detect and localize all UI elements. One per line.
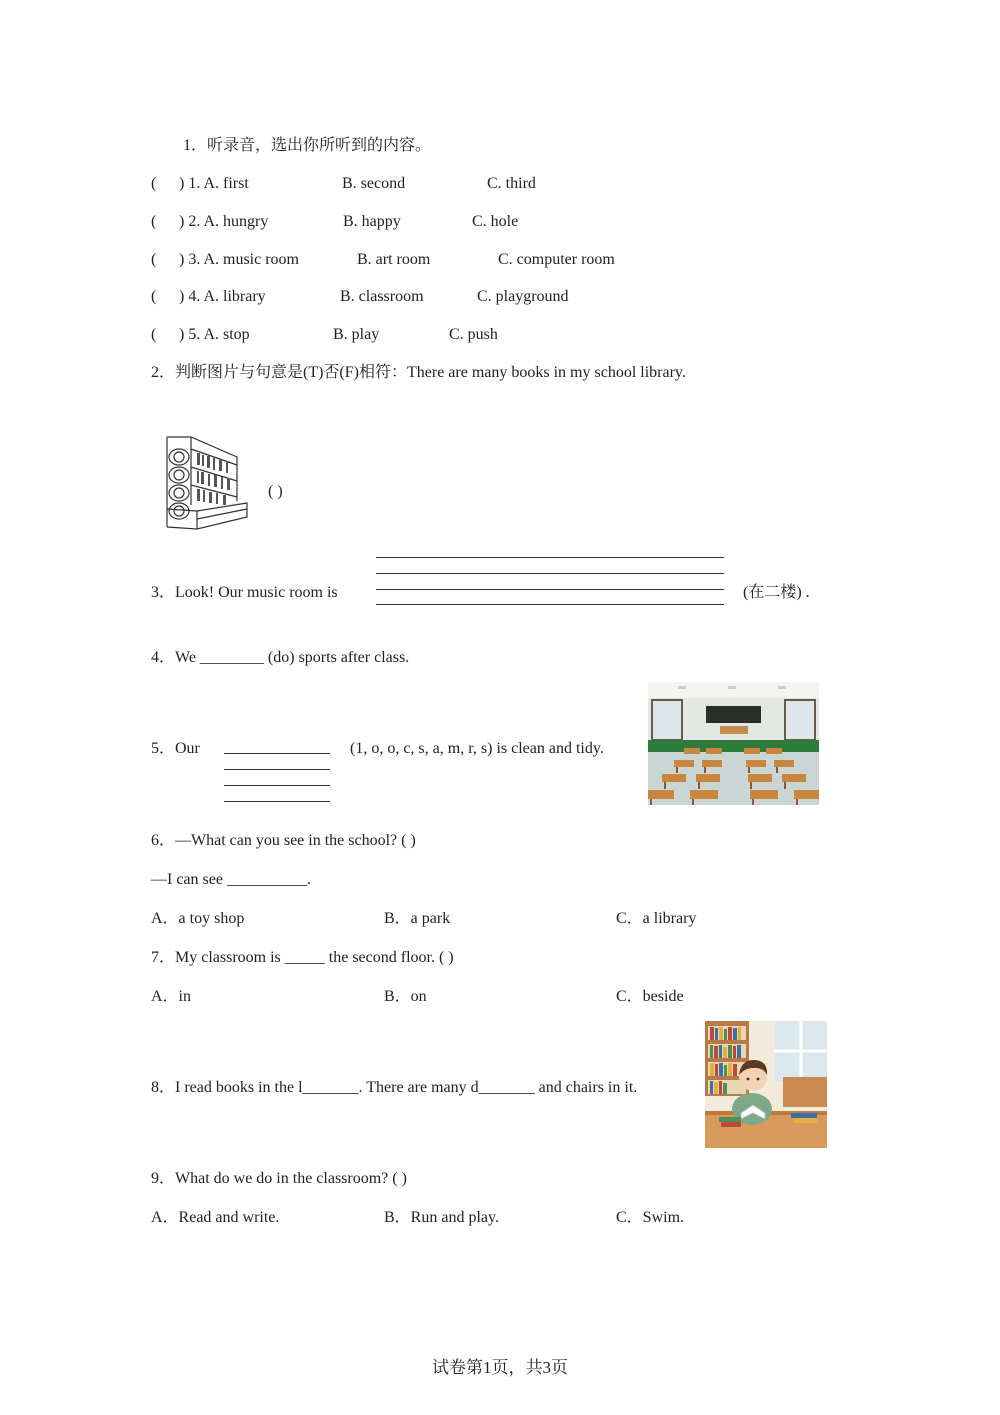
answer-line[interactable]	[376, 557, 724, 558]
answer-line[interactable]	[224, 801, 330, 802]
option-c: C. push	[449, 326, 498, 343]
option-b: B. play	[333, 326, 380, 343]
q6-option-b[interactable]: B．a park	[384, 910, 451, 927]
library-image	[705, 1021, 827, 1148]
option-c: C. playground	[477, 288, 569, 305]
option-c: C. hole	[472, 213, 519, 230]
option-a: ) 1. A. first	[179, 175, 249, 192]
q7-option-a[interactable]: A．in	[151, 988, 192, 1005]
option-b: B. happy	[343, 213, 401, 230]
page-footer: 试卷第1页，共3页	[432, 1358, 568, 1377]
option-c: C. computer room	[498, 251, 615, 268]
answer-line[interactable]	[376, 604, 724, 605]
answer-paren[interactable]: (	[151, 326, 157, 343]
bookshelf-image	[163, 435, 251, 532]
q5-hint: (1, o, o, c, s, a, m, r, s) is clean and tidy.	[350, 740, 604, 757]
option-b: B. art room	[357, 251, 431, 268]
q4-text: 4．We ________ (do) sports after class.	[151, 649, 410, 666]
option-b: B. second	[342, 175, 406, 192]
option-b: B. classroom	[340, 288, 424, 305]
option-a: ) 4. A. library	[179, 288, 266, 305]
answer-paren[interactable]: (	[151, 251, 157, 268]
q3-hint: (在二楼) .	[743, 584, 810, 601]
q3-text: 3．Look! Our music room is	[151, 584, 338, 601]
option-a: ) 2. A. hungry	[179, 213, 269, 230]
q6-answer-line: —I can see __________.	[151, 871, 311, 888]
answer-line[interactable]	[376, 573, 724, 574]
answer-line[interactable]	[376, 589, 724, 590]
q2-title: 2．判断图片与句意是(T)否(F)相符：There are many books in my school library.	[151, 364, 686, 381]
q8-text: 8．I read books in the l_______. There are many d_______ and chairs in it.	[151, 1079, 638, 1096]
answer-paren[interactable]: (	[151, 213, 157, 230]
q9-option-c[interactable]: C．Swim.	[616, 1209, 685, 1226]
q9-option-a[interactable]: A．Read and write.	[151, 1209, 280, 1226]
option-a: ) 3. A. music room	[179, 251, 299, 268]
classroom-image	[648, 682, 819, 805]
q9-question: 9．What do we do in the classroom? ( )	[151, 1170, 407, 1187]
answer-paren[interactable]: (	[151, 288, 157, 305]
q9-option-b[interactable]: B．Run and play.	[384, 1209, 499, 1226]
answer-line[interactable]	[224, 753, 330, 754]
q2-answer-blank[interactable]: ( )	[268, 483, 283, 500]
answer-paren[interactable]: (	[151, 175, 157, 192]
answer-line[interactable]	[224, 785, 330, 786]
q5-prefix: 5．Our	[151, 740, 200, 757]
q6-option-a[interactable]: A．a toy shop	[151, 910, 245, 927]
q7-question: 7．My classroom is _____ the second floor. ( )	[151, 949, 454, 966]
q1-title: 1．听录音，选出你所听到的内容。	[183, 137, 432, 154]
q7-option-b[interactable]: B．on	[384, 988, 427, 1005]
q6-option-c[interactable]: C．a library	[616, 910, 697, 927]
q7-option-c[interactable]: C．beside	[616, 988, 684, 1005]
answer-line[interactable]	[224, 769, 330, 770]
q6-question: 6．—What can you see in the school? ( )	[151, 832, 416, 849]
option-c: C. third	[487, 175, 536, 192]
option-a: ) 5. A. stop	[179, 326, 250, 343]
